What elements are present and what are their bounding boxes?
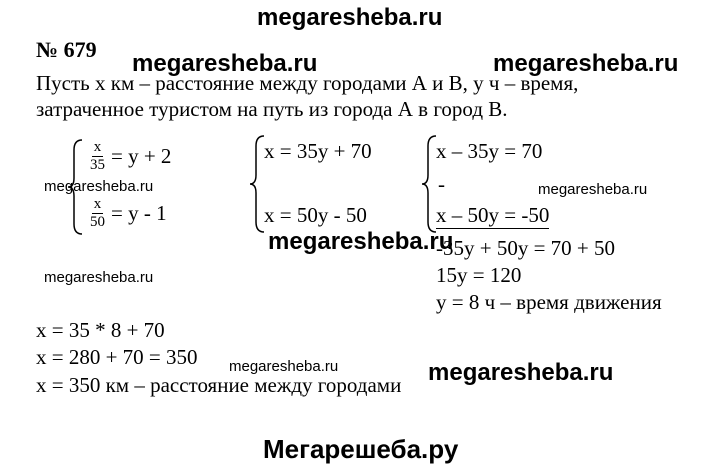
watermark-left-lower: megaresheba.ru — [44, 269, 154, 286]
step-right-2: 15y = 120 — [436, 263, 522, 287]
system1-eq1-rest: = y + 2 — [111, 144, 172, 168]
system3-eq2: x – 50y = -50 — [436, 203, 550, 227]
problem-number: № 679 — [36, 37, 97, 62]
step-left-2: x = 280 + 70 = 350 — [36, 345, 198, 369]
fraction-denominator: 35 — [90, 157, 105, 173]
watermark-bottom-right: megaresheba.ru — [428, 359, 614, 386]
watermark-top: megaresheba.ru — [257, 4, 443, 31]
watermark-left-row1: megaresheba.ru — [132, 50, 318, 77]
watermark-right-system: megaresheba.ru — [538, 181, 648, 198]
system1-eq1 — [88, 139, 171, 174]
watermark-bottom-mid: megaresheba.ru — [229, 358, 339, 375]
fraction-numerator: x — [93, 196, 102, 212]
intro-line-1: Пусть x км – расстояние между городами А и В, у ч – время, — [36, 71, 579, 95]
watermark-left-system: megaresheba.ru — [44, 178, 154, 195]
fraction-denominator: 50 — [90, 214, 105, 230]
watermark-right-row1: megaresheba.ru — [493, 50, 679, 77]
step-right-1: -35y + 50y = 70 + 50 — [436, 236, 616, 260]
step-right-3: y = 8 ч – время движения — [436, 290, 662, 314]
fraction-x-50 — [88, 196, 107, 231]
system1-eq2 — [88, 196, 167, 231]
watermark-middle: megaresheba.ru — [268, 228, 454, 255]
fraction-numerator: x — [93, 139, 102, 155]
system3-minus: - — [438, 172, 445, 196]
system2-eq1: x = 35y + 70 — [264, 139, 372, 163]
system3-eq1: x – 35y = 70 — [436, 139, 543, 163]
system2-eq2: x = 50y - 50 — [264, 203, 367, 227]
system1-eq2-rest: = y - 1 — [111, 201, 167, 225]
step-left-3: x = 350 км – расстояние между городами — [36, 373, 402, 397]
fraction-x-35 — [88, 139, 107, 174]
intro-line-2: затраченное туристом на путь из города А в город В. — [36, 97, 508, 121]
step-left-1: x = 35 * 8 + 70 — [36, 318, 165, 342]
footer-site-name: Мегарешеба.ру — [263, 434, 459, 464]
